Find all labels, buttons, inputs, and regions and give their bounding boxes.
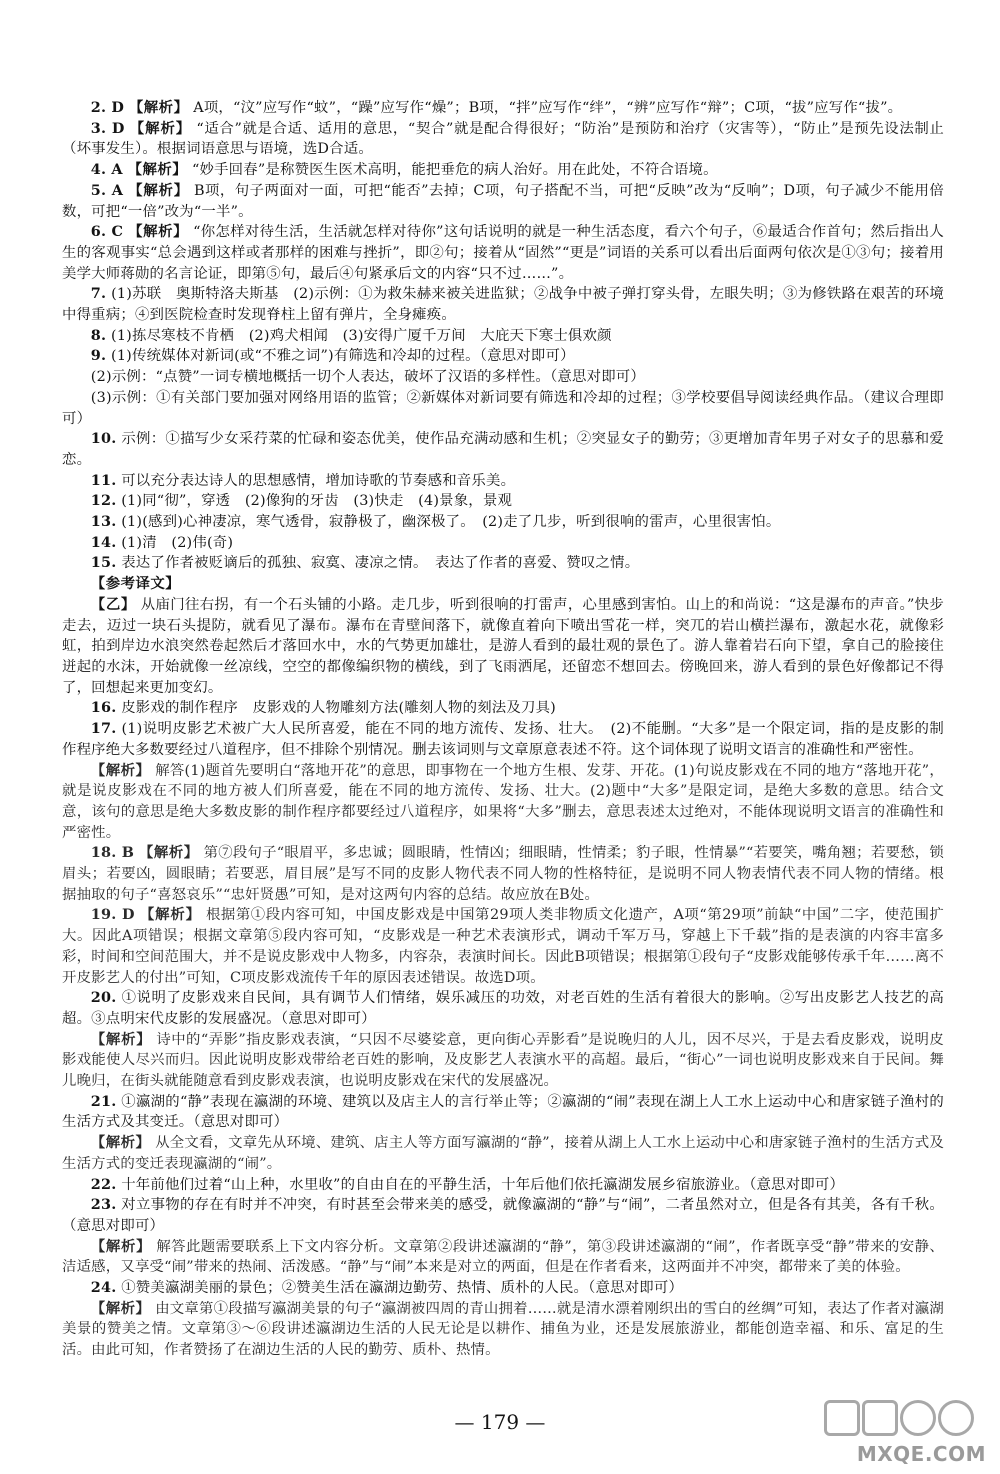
answer-text: (1)苏联 奥斯特洛夫斯基 (2)示例：①为救朱赫来被关进监狱；②战争中被子弹打穿头骨，左眼失明；③为修铁路在艰苦的环境中得重病；④到医院检查时发现脊柱上留有弹片，全身瘫痪。 [62, 286, 944, 324]
answer-key-body [62, 98, 944, 1361]
answer-text: 对立事物的存在有时并不冲突，有时甚至会带来美的感受，就像瀛湖的“静”与“闹”，二者虽然对立，但是各有其美，各有千秋。（意思对即可） [62, 1197, 944, 1234]
answer-text: 示例：①描写少女采荇菜的忙碌和姿态优美，使作品充满动感和生机；②突显女子的勤劳；③更增加青年男子对女子的思慕和爱恋。 [62, 431, 944, 468]
answer-paragraph [62, 346, 944, 367]
answer-paragraph [62, 843, 944, 905]
answer-paragraph [62, 1195, 944, 1236]
answer-text: (1)(感到)心神凄凉，寒气透骨，寂静极了，幽深极了。 (2)走了几步，听到很响的雷声，心里很害怕。 [121, 514, 781, 531]
analysis-tag: 【解析】 [90, 761, 151, 779]
answer-text: 十年前他们过着“山上种，水里收”的自由自在的平静生活，十年后他们依托瀛湖发展乡宿旅游业。（意思对即可） [121, 1176, 845, 1193]
answer-text: 皮影戏的制作程序 皮影戏的人物雕刻方法(雕刻人物的刻法及刀具) [121, 700, 556, 717]
answer-text: (1)清 (2)伟(奇) [121, 534, 234, 551]
analysis-tag: 【乙】 [90, 595, 136, 613]
question-number: 5. A [90, 181, 124, 199]
page-number: — 179 — [454, 1410, 546, 1434]
watermark-glyph-icon [824, 1400, 860, 1436]
analysis-tag: 【解析】 [90, 1299, 151, 1317]
answer-paragraph [62, 719, 944, 760]
answer-paragraph [62, 222, 944, 284]
answer-text: 根据第①段内容可知，中国皮影戏是中国第29项人类非物质文化遗产，A项“第29项”前缺“中国”二字，使范围扩大。因此A项错误；根据文章第⑤段内容可知，“皮影戏是一种艺术表演形式，调动千军万马，穿越上下千载”指的是表演的内容丰富多彩，时间和空间范围大，并不是说皮影戏中人物多，内容杂，表演时间长。因此B项错误；根据第①段句子“皮影戏能够传承千年……离不开皮影艺人的付出”可知，C项皮影戏流传千年的原因表述错误。故选D项。 [62, 907, 945, 986]
question-number: 17. [90, 720, 117, 738]
answer-text: ①赞美瀛湖美丽的景色；②赞美生活在瀛湖边勤劳、热情、质朴的人民。（意思对即可） [121, 1280, 684, 1297]
answer-text: “适合”就是合适、适用的意思，“契合”就是配合得很好；“防治”是预防和治疗（灾害等），“防止”是预先设法制止（坏事发生）。根据词语意思与语境，选D合适。 [62, 120, 945, 158]
analysis-tag: 【解析】 [128, 181, 189, 199]
answer-text: 解答此题需要联系上下文内容分析。文章第②段讲述瀛湖的“静”，第③段讲述瀛湖的“闹”，作者既享受“静”带来的安静、洁适感，又享受“闹”带来的热闹、活泼感。“静”与“闹”本来是对立的两面，但是在作者看来，这两面并不冲突，都带来了美的体验。 [62, 1238, 944, 1276]
analysis-tag: 【解析】 [128, 99, 189, 116]
answer-paragraph [62, 181, 944, 222]
answer-paragraph [62, 1175, 944, 1196]
answer-paragraph [62, 367, 944, 388]
question-number: 6. C [90, 223, 124, 241]
watermark-glyphs [824, 1400, 974, 1436]
question-number: 7. [90, 285, 107, 303]
answer-text: 解答(1)题首先要明白“落地开花”的意思，即事物在一个地方生根、发芽、开花。(1)句说皮影戏在不同的地方“落地开花”，就是说皮影戏在不同的地方被人们所喜爱，能在不同的地方流传、发扬、壮大。(2)题中“大多”是限定词，是绝大多数的意思。结合文意，该句的意思是绝大多数皮影的制作程序都要经过八道程序，如果将“大多”删去，意思表述太过绝对，不能体现说明文语言的准确性和严密性。 [62, 762, 944, 841]
question-number: 22. [90, 1175, 117, 1193]
question-number: 13. [90, 513, 117, 531]
answer-text: 由文章第①段描写瀛湖美景的句子“瀛湖被四周的青山拥着……就是清水漂着刚织出的雪白的丝绸”可知，表达了作者对瀛湖美景的赞美之情。文章第③～⑥段讲述瀛湖边生活的人民无论是以耕作、捕鱼为业，还是发展旅游业，都能创造幸福、和乐、富足的生活。由此可知，作者赞扬了在湖边生活的人民的勤劳、质朴、热情。 [62, 1300, 944, 1359]
answer-text: 可以充分表达诗人的思想感情，增加诗歌的节奏感和音乐美。 [121, 472, 516, 489]
answer-paragraph [62, 471, 944, 492]
answer-text: 表达了作者被贬谪后的孤独、寂寞、凄凉之情。 表达了作者的喜爱、赞叹之情。 [121, 555, 640, 572]
answer-text: (1)拣尽寒枝不肯栖 (2)鸡犬相闻 (3)安得广厦千万间 大庇天下寒士俱欢颜 [111, 327, 612, 344]
answer-paragraph [62, 429, 944, 470]
answer-paragraph [62, 1030, 944, 1092]
question-number: 23. [90, 1196, 117, 1214]
answer-text: 从全文看，文章先从环境、建筑、店主人等方面写瀛湖的“静”，接着从湖上人工水上运动中心和唐家链子渔村的生活方式及生活方式的变迁表现瀛湖的“闹”。 [62, 1135, 944, 1172]
question-number: 24. [90, 1279, 117, 1297]
question-number: 15. [90, 554, 117, 572]
question-number: 2. D [90, 99, 125, 116]
question-number: 16. [90, 699, 117, 717]
answer-text: 第⑦段句子“眼眉平，多忠诚；圆眼睛，性情凶；细眼睛，性情柔；豹子眼，性情暴”“若要笑，嘴角翘；若要愁，锁眉头；若要凶，圆眼睛；若要恶，眉目展”是写不同的皮影人物代表不同人物的性格特征，是说明不同人物表情代表不同人物的情绪。根据抽取的句子“喜怒哀乐”“忠奸贤愚”可知，是对这两句内容的总结。故应放在B处。 [62, 845, 945, 903]
question-number: 12. [90, 492, 117, 510]
watermark-text: MXQE.COM [856, 1442, 986, 1466]
analysis-tag: 【解析】 [128, 223, 189, 241]
answer-paragraph [62, 326, 944, 347]
question-number: 19. D [90, 906, 135, 924]
question-number: 8. [90, 326, 107, 344]
question-number: 14. [90, 533, 117, 551]
section-heading [62, 574, 944, 595]
answer-paragraph [62, 388, 944, 429]
answer-paragraph [62, 512, 944, 533]
watermark-glyph-icon [862, 1400, 898, 1436]
answer-paragraph [62, 160, 944, 181]
answer-text: ①瀛湖的“静”表现在瀛湖的环境、建筑以及店主人的言行举止等；②瀛湖的“闹”表现在湖上人工水上运动中心和唐家链子渔村的生活方式及其变迁。（意思对即可） [62, 1093, 944, 1131]
watermark-glyph-icon [938, 1400, 974, 1436]
question-number: 10. [90, 430, 117, 448]
answer-paragraph [62, 761, 944, 844]
answer-paragraph [62, 698, 944, 719]
question-number: 20. [90, 989, 117, 1007]
answer-paragraph [62, 98, 944, 119]
analysis-tag: 【解析】 [138, 844, 199, 862]
answer-text: 从庙门往右拐，有一个石头铺的小路。走几步，听到很响的打雷声，心里感到害怕。山上的和尚说：“这是瀑布的声音。”快步走去，迈过一块石头提防，就看见了瀑布。瀑布在青壁间落下，就像直着向下喷出雪花一样，突兀的岩山横拦瀑布，激起水花，就像彩虹，拍到岸边水浪突然卷起然后才落回水中，水的气势更加雄壮，是游人看到的最壮观的景色了。游人靠着岩石向下望，拿自己的脸接住迸起的水沫，开始就像一丝凉线，空空的都像编织物的横线，到了飞雨洒尾，还留恋不想回去。傍晚回来，游人看到的景色好像都记不得了，回想起来更加变幻。 [62, 596, 944, 696]
answer-text: B项，句子两面对一面，可把“能否”去掉；C项，句子搭配不当，可把“反映”改为“反响”；D项，句子减少不能用倍数，可把“一倍”改为“一半”。 [62, 182, 944, 220]
answer-text: “你怎样对待生活，生活就怎样对待你”这句话说明的就是一种生活态度，看六个句子，⑥最适合作首句；然后指出人生的客观事实“总会遇到这样或者那样的困难与挫折”，即②句；接着从“固然”“更是”词语的关系可以看出后面两句依次是①③句；接着用美学大师蒋勋的名言论证，即第⑤句，最后④句紧承后文的内容“只不过……”。 [62, 224, 944, 282]
answer-text: (1)传统媒体对新词(或“不雅之词”)有筛选和冷却的过程。（意思对即可） [111, 348, 575, 365]
analysis-tag: 【解析】 [139, 906, 201, 924]
answer-text: “妙手回春”是称赞医生医术高明，能把垂危的病人治好。用在此处，不符合语境。 [191, 162, 718, 179]
answer-paragraph [62, 1278, 944, 1299]
question-number: 3. D [90, 119, 125, 137]
analysis-tag: 【参考译文】 [90, 575, 181, 593]
answer-text: (2)示例：“点赞”一词专横地概括一切个人表达，破坏了汉语的多样性。（意思对即可） [90, 369, 645, 386]
answer-paragraph [62, 491, 944, 512]
answer-text: (3)示例：①有关部门要加强对网络用语的监管；②新媒体对新词要有筛选和冷却的过程；③学校要倡导阅读经典作品。（建议合理即可） [62, 389, 944, 427]
answer-paragraph [62, 595, 944, 699]
answer-text: (1)同“彻”，穿透 (2)像狗的牙齿 (3)快走 (4)景象，景观 [121, 493, 513, 510]
answer-text: A项，“汶”应写作“蚊”，“躁”应写作“燥”；B项，“拌”应写作“绊”，“辨”应写作“辩”；C项，“拔”应写作“拔”。 [193, 100, 903, 116]
answer-paragraph [62, 1237, 944, 1278]
answer-paragraph [62, 533, 944, 554]
analysis-tag: 【解析】 [127, 161, 188, 179]
question-number: 9. [90, 347, 107, 365]
answer-paragraph [62, 1133, 944, 1174]
question-number: 18. B [90, 844, 135, 862]
answer-paragraph [62, 119, 944, 160]
analysis-tag: 【解析】 [90, 1030, 152, 1048]
analysis-tag: 【解析】 [90, 1237, 152, 1255]
watermark-glyph-icon [900, 1400, 936, 1436]
answer-paragraph [62, 553, 944, 574]
question-number: 11. [90, 471, 117, 489]
watermark-logo [820, 1400, 990, 1468]
answer-paragraph [62, 284, 944, 325]
analysis-tag: 【解析】 [129, 119, 192, 137]
question-number: 21. [90, 1092, 117, 1110]
answer-paragraph [62, 1299, 944, 1361]
answer-paragraph [62, 988, 944, 1029]
question-number: 4. A [90, 161, 123, 179]
answer-paragraph [62, 905, 944, 988]
answer-text: 诗中的“弄影”指皮影戏表演，“只因不尽婆娑意，更向街心弄影看”是说晚归的人儿，因不尽兴，于是去看皮影戏，说明皮影戏能使人尽兴而归。因此说明皮影戏带给老百姓的影响，及皮影艺人表演水平的高超。最后，“街心”一词也说明皮影戏来自于民间。舞儿晚归，在街头就能随意看到皮影戏表演，也说明皮影戏在宋代的发展盛况。 [62, 1031, 944, 1090]
answer-text: (1)说明皮影艺术被广大人民所喜爱，能在不同的地方流传、发扬、壮大。 (2)不能删。“大多”是一个限定词，指的是皮影的制作程序绝大多数要经过八道程序，但不排除个别情况。删去该词则与文章原意表述不符。这个词体现了说明文语言的准确性和严密性。 [62, 721, 944, 758]
answer-text: ①说明了皮影戏来自民间，具有调节人们情绪，娱乐减压的功效，对老百姓的生活有着很大的影响。②写出皮影艺人技艺的高超。③点明宋代皮影的发展盛况。（意思对即可） [62, 990, 944, 1027]
answer-paragraph [62, 1092, 944, 1133]
analysis-tag: 【解析】 [90, 1134, 151, 1152]
